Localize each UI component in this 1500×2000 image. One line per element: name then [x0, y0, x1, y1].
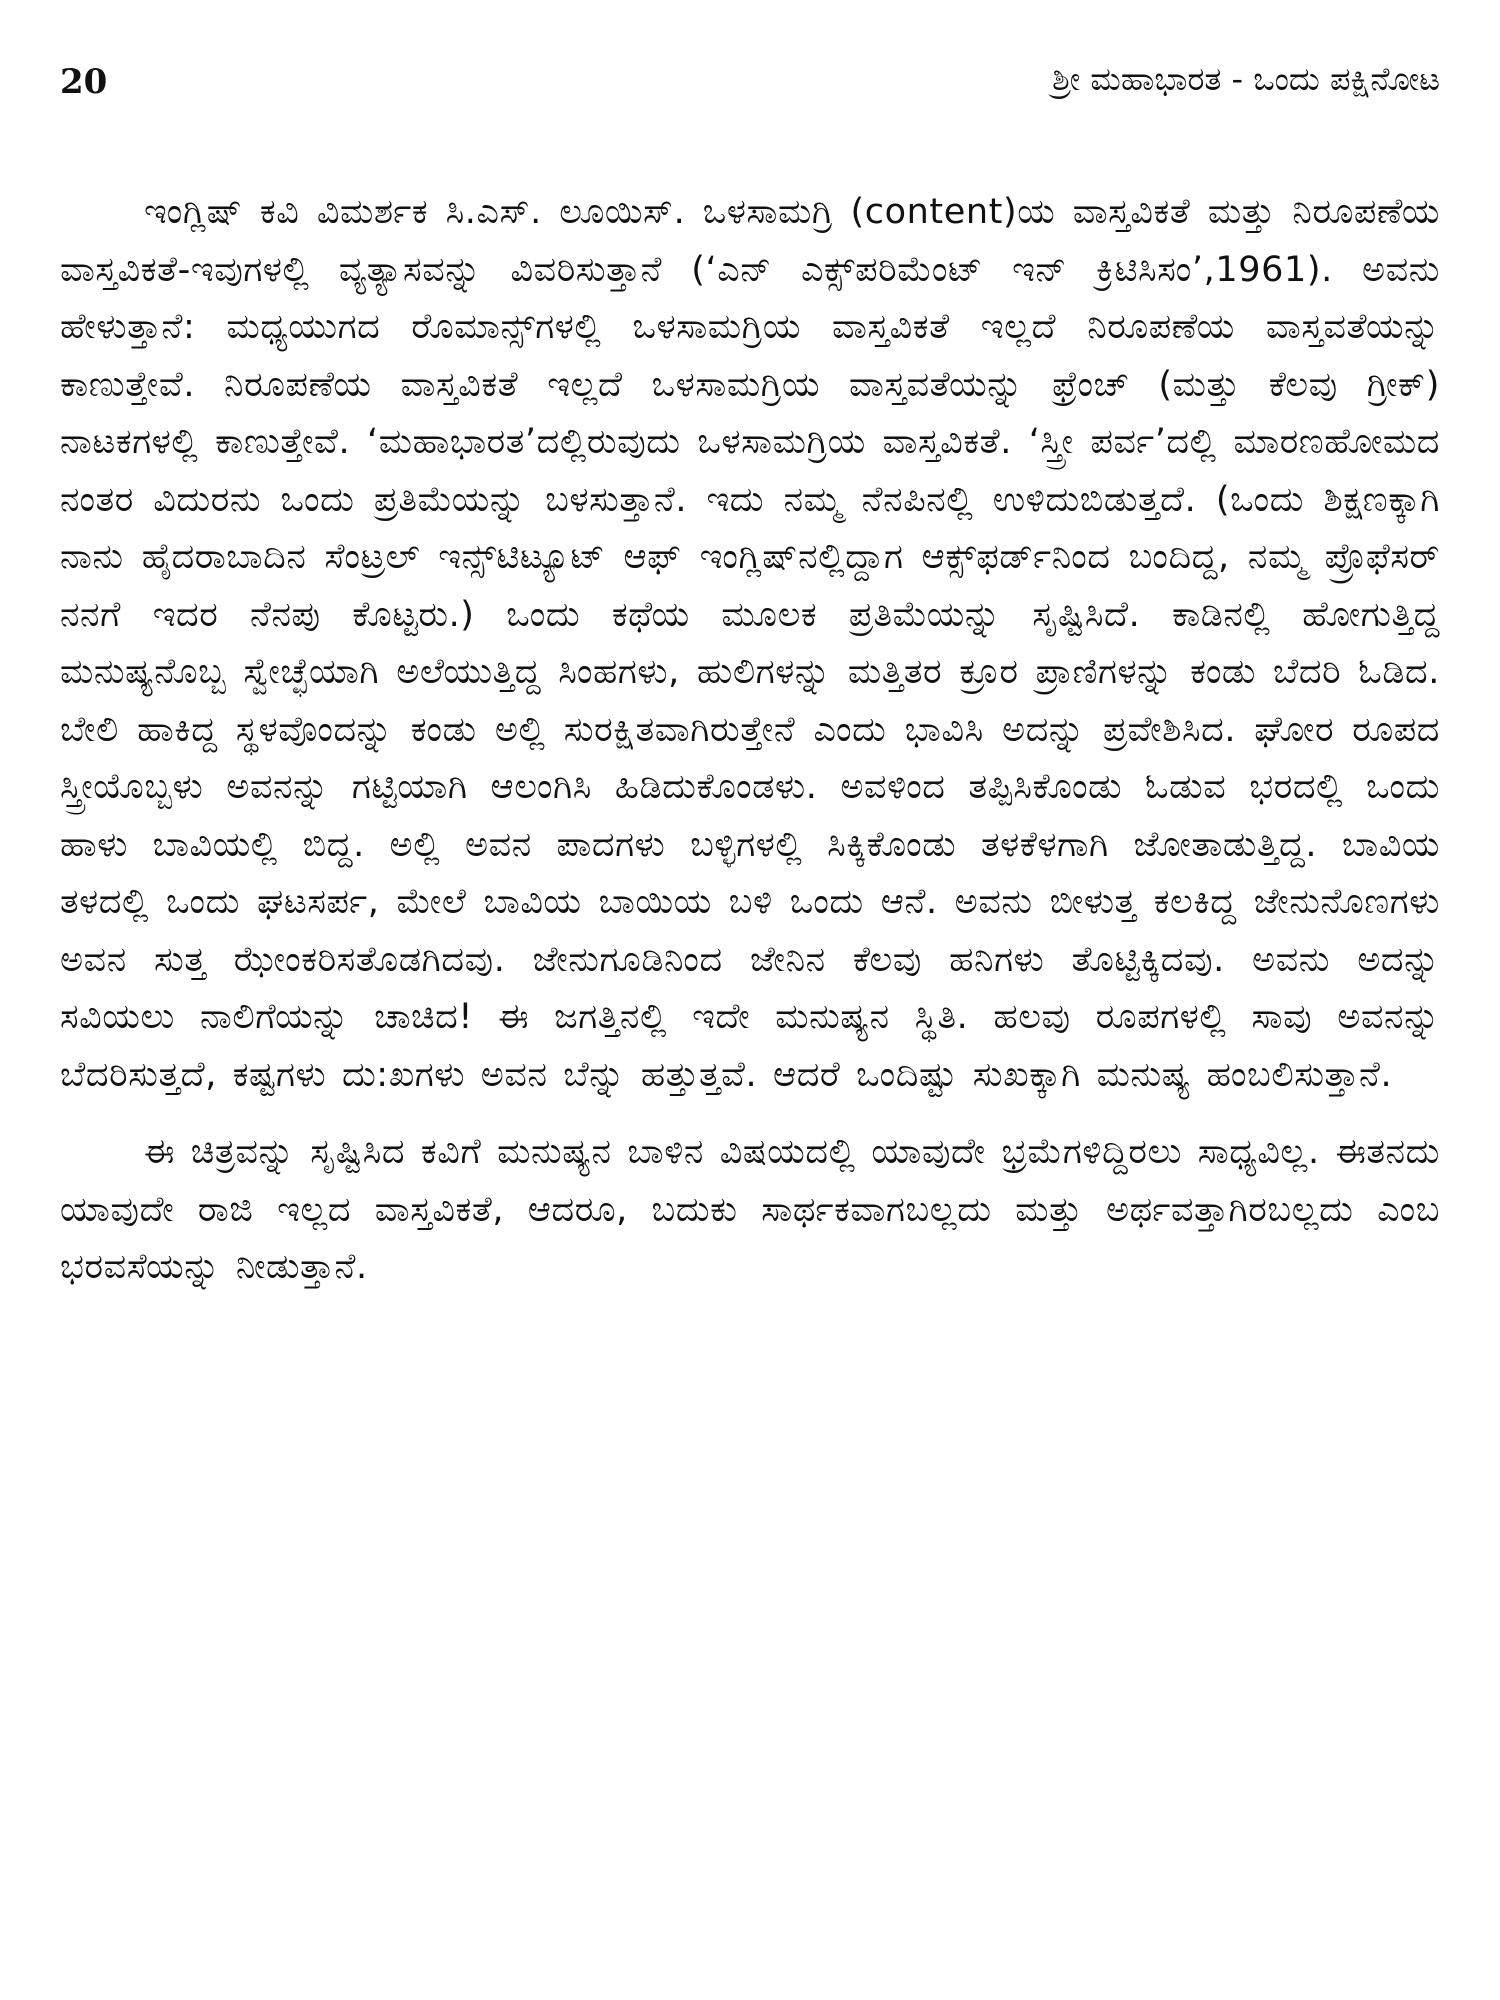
body-text	[60, 184, 1440, 1297]
paragraph-2: ಈ ಚಿತ್ರವನ್ನು ಸೃಷ್ಟಿಸಿದ ಕವಿಗೆ ಮನುಷ್ಯನ ಬಾಳಿನ ವಿಷಯದಲ್ಲಿ ಯಾವುದೇ ಭ್ರಮೆಗಳಿದ್ದಿರಲು ಸಾಧ್ಯವಿಲ್ಲ. ಈತನದು ಯಾವುದೇ ರಾಜಿ ಇಲ್ಲದ ವಾಸ್ತವಿಕತೆ, ಆದರೂ, ಬದುಕು ಸಾರ್ಥಕವಾಗಬಲ್ಲದು ಮತ್ತು ಅರ್ಥವತ್ತಾಗಿರಬಲ್ಲದು ಎಂಬ ಭರವಸೆಯನ್ನು ನೀಡುತ್ತಾನೆ.	[60, 1132, 1440, 1287]
page-header	[60, 60, 1440, 116]
page-number: 20	[60, 62, 108, 102]
paragraph-1: ಇಂಗ್ಲಿಷ್ ಕವಿ ವಿಮರ್ಶಕ ಸಿ.ಎಸ್. ಲೂಯಿಸ್. ಒಳಸಾಮಗ್ರಿ (content)ಯ ವಾಸ್ತವಿಕತೆ ಮತ್ತು ನಿರೂಪಣೆಯ ವಾಸ್ತವಿಕತೆ-ಇವುಗಳಲ್ಲಿ ವ್ಯತ್ಯಾಸವನ್ನು ವಿವರಿಸುತ್ತಾನೆ (‘ಎನ್ ಎಕ್ಸ್‌ಪರಿಮೆಂಟ್ ಇನ್ ಕ್ರಿಟಿಸಿಸಂ’,1961). ಅವನು ಹೇಳುತ್ತಾನೆ: ಮಧ್ಯಯುಗದ ರೊಮಾನ್ಸ್‌ಗಳಲ್ಲಿ ಒಳಸಾಮಗ್ರಿಯ ವಾಸ್ತವಿಕತೆ ಇಲ್ಲದೆ ನಿರೂಪಣೆಯ ವಾಸ್ತವತೆಯನ್ನು ಕಾಣುತ್ತೇವೆ. ನಿರೂಪಣೆಯ ವಾಸ್ತವಿಕತೆ ಇಲ್ಲದೆ ಒಳಸಾಮಗ್ರಿಯ ವಾಸ್ತವತೆಯನ್ನು ಫ್ರೆಂಚ್ (ಮತ್ತು ಕೆಲವು ಗ್ರೀಕ್) ನಾಟಕಗಳಲ್ಲಿ ಕಾಣುತ್ತೇವೆ. ‘ಮಹಾಭಾರತ’ದಲ್ಲಿರುವುದು ಒಳಸಾಮಗ್ರಿಯ ವಾಸ್ತವಿಕತೆ. ‘ಸ್ತ್ರೀ ಪರ್ವ’ದಲ್ಲಿ ಮಾರಣಹೋಮದ ನಂತರ ವಿದುರನು ಒಂದು ಪ್ರತಿಮೆಯನ್ನು ಬಳಸುತ್ತಾನೆ. ಇದು ನಮ್ಮ ನೆನಪಿನಲ್ಲಿ ಉಳಿದುಬಿಡುತ್ತದೆ. (ಒಂದು ಶಿಕ್ಷಣಕ್ಕಾಗಿ ನಾನು ಹೈದರಾಬಾದಿನ ಸೆಂಟ್ರಲ್ ಇನ್ಸ್‌ಟಿಟ್ಯೂಟ್ ಆಫ್ ಇಂಗ್ಲಿಷ್‌ನಲ್ಲಿದ್ದಾಗ ಆಕ್ಸ್‌ಫರ್ಡ್‌ನಿಂದ ಬಂದಿದ್ದ, ನಮ್ಮ ಪ್ರೊಫೆಸರ್ ನನಗೆ ಇದರ ನೆನಪು ಕೊಟ್ಟರು.) ಒಂದು ಕಥೆಯ ಮೂಲಕ ಪ್ರತಿಮೆಯನ್ನು ಸೃಷ್ಟಿಸಿದೆ. ಕಾಡಿನಲ್ಲಿ ಹೋಗುತ್ತಿದ್ದ ಮನುಷ್ಯನೊಬ್ಬ ಸ್ವೇಚ್ಛೆಯಾಗಿ ಅಲೆಯುತ್ತಿದ್ದ ಸಿಂಹಗಳು, ಹುಲಿಗಳನ್ನು ಮತ್ತಿತರ ಕ್ರೂರ ಪ್ರಾಣಿಗಳನ್ನು ಕಂಡು ಬೆದರಿ ಓಡಿದ. ಬೇಲಿ ಹಾಕಿದ್ದ ಸ್ಥಳವೊಂದನ್ನು ಕಂಡು ಅಲ್ಲಿ ಸುರಕ್ಷಿತವಾಗಿರುತ್ತೇನೆ ಎಂದು ಭಾವಿಸಿ ಅದನ್ನು ಪ್ರವೇಶಿಸಿದ. ಘೋರ ರೂಪದ ಸ್ತ್ರೀಯೊಬ್ಬಳು ಅವನನ್ನು ಗಟ್ಟಿಯಾಗಿ ಆಲಂಗಿಸಿ ಹಿಡಿದುಕೊಂಡಳು. ಅವಳಿಂದ ತಪ್ಪಿಸಿಕೊಂಡು ಓಡುವ ಭರದಲ್ಲಿ ಒಂದು ಹಾಳು ಬಾವಿಯಲ್ಲಿ ಬಿದ್ದ. ಅಲ್ಲಿ ಅವನ ಪಾದಗಳು ಬಳ್ಳಿಗಳಲ್ಲಿ ಸಿಕ್ಕಿಕೊಂಡು ತಳಕೆಳಗಾಗಿ ಜೋತಾಡುತ್ತಿದ್ದ. ಬಾವಿಯ ತಳದಲ್ಲಿ ಒಂದು ಘಟಸರ್ಪ, ಮೇಲೆ ಬಾವಿಯ ಬಾಯಿಯ ಬಳಿ ಒಂದು ಆನೆ. ಅವನು ಬೀಳುತ್ತ ಕಲಕಿದ್ದ ಜೇನುನೊಣಗಳು ಅವನ ಸುತ್ತ ಝೇಂಕರಿಸತೊಡಗಿದವು. ಜೇನುಗೂಡಿನಿಂದ ಜೇನಿನ ಕೆಲವು ಹನಿಗಳು ತೊಟ್ಟಿಕ್ಕಿದವು. ಅವನು ಅದನ್ನು ಸವಿಯಲು ನಾಲಿಗೆಯನ್ನು ಚಾಚಿದ! ಈ ಜಗತ್ತಿನಲ್ಲಿ ಇದೇ ಮನುಷ್ಯನ ಸ್ಥಿತಿ. ಹಲವು ರೂಪಗಳಲ್ಲಿ ಸಾವು ಅವನನ್ನು ಬೆದರಿಸುತ್ತದೆ, ಕಷ್ಟಗಳು ದು:ಖಗಳು ಅವನ ಬೆನ್ನು ಹತ್ತುತ್ತವೆ. ಆದರೆ ಒಂದಿಷ್ಟು ಸುಖಕ್ಕಾಗಿ ಮನುಷ್ಯ ಹಂಬಲಿಸುತ್ತಾನೆ.	[60, 192, 1440, 1095]
running-title: ಶ್ರೀ ಮಹಾಭಾರತ - ಒಂದು ಪಕ್ಷಿನೋಟ	[1052, 60, 1440, 98]
